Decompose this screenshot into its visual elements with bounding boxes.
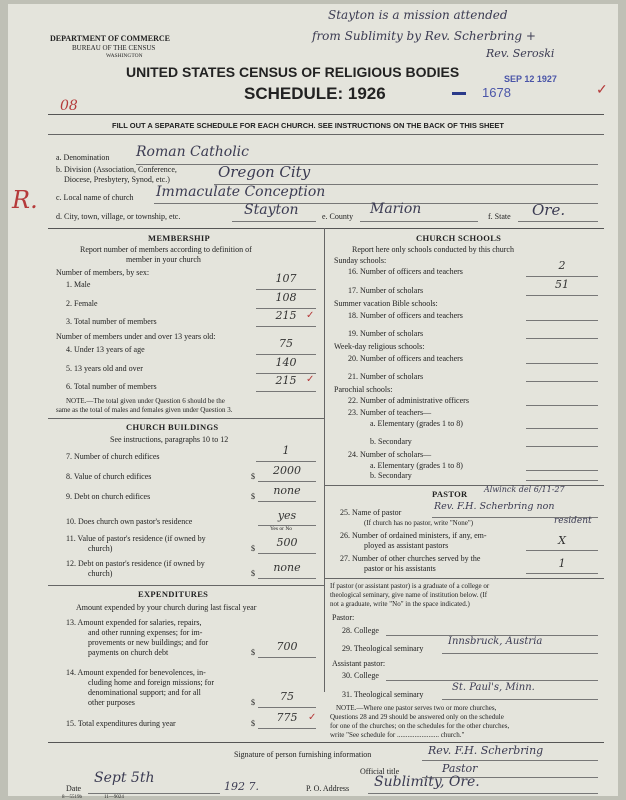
q14-value: 75 xyxy=(280,690,294,703)
rule-main-top xyxy=(48,228,604,229)
membership-intro-1: Report number of members according to definition of xyxy=(80,245,252,254)
summer-label: Summer vacation Bible schools: xyxy=(334,299,438,308)
city-line xyxy=(232,221,316,222)
q10-value: yes xyxy=(277,509,297,522)
q8-label: 8. Value of church edifices xyxy=(66,472,152,481)
q27-value: 1 xyxy=(558,557,566,570)
yes-no-hint: Yes or No xyxy=(270,526,293,532)
q24b-line xyxy=(526,480,598,481)
q9-line xyxy=(258,501,316,502)
buildings-title: CHURCH BUILDINGS xyxy=(126,422,219,432)
q13-value: 700 xyxy=(276,640,298,653)
city-value: Stayton xyxy=(244,202,299,218)
q4-line xyxy=(256,354,316,355)
q26-line xyxy=(526,550,598,551)
q14-label-4: other purposes xyxy=(88,698,135,707)
q22-line xyxy=(526,405,598,406)
q13-label-3: provements or new buildings; and for xyxy=(88,638,209,647)
note-line-3: Rev. Seroski xyxy=(486,47,555,60)
pastor-annotation: Alwinck del 6/11-27 xyxy=(484,485,565,494)
q14-label-1: 14. Amount expended for benevolences, in- xyxy=(66,668,206,677)
q3-line xyxy=(256,326,316,327)
buildings-sub: See instructions, paragraphs 10 to 12 xyxy=(110,435,229,444)
q2-label: 2. Female xyxy=(66,299,98,308)
parochial-label: Parochial schools: xyxy=(334,385,393,394)
q29-line xyxy=(442,653,598,654)
county-label: e. County xyxy=(322,212,354,221)
by-sex-label: Number of members, by sex: xyxy=(56,268,150,277)
q29-value: Innsbruck, Austria xyxy=(448,636,543,647)
graduate-note-1: If pastor (or assistant pastor) is a graduate of a college or xyxy=(330,582,490,590)
division-value: Oregon City xyxy=(218,163,311,181)
q5-value: 140 xyxy=(275,356,297,369)
local-name-label: c. Local name of church xyxy=(56,193,134,202)
age-intro-label: Number of members under and over 13 years old: xyxy=(56,332,216,341)
q6-value: 215 xyxy=(275,374,297,387)
denomination-label: a. Denomination xyxy=(56,153,110,162)
pastor-note-3: for one of the churches; on the schedules for the other churches, xyxy=(330,722,510,730)
q30-label: 30. College xyxy=(342,671,379,680)
q15-dollar: $ xyxy=(251,719,255,728)
denomination-value: Roman Catholic xyxy=(136,144,249,160)
membership-intro-2: member in your church xyxy=(126,255,201,264)
form-number: 8—5519b xyxy=(62,795,82,800)
q26-label-2: ployed as assistant pastors xyxy=(364,541,449,550)
q14-label-2: cluding home and foreign missions; for xyxy=(88,678,214,687)
official-title-value: Pastor xyxy=(442,762,478,775)
q11-value: 500 xyxy=(276,536,298,549)
rule-buildings xyxy=(48,418,324,419)
date-year: 192 7. xyxy=(224,780,259,793)
expenditures-title: EXPENDITURES xyxy=(138,589,209,599)
q31-label: 31. Theological seminary xyxy=(342,690,424,699)
q14-label-3: denominational support; and for all xyxy=(88,688,201,697)
q18-line xyxy=(526,320,598,321)
form-title: UNITED STATES CENSUS OF RELIGIOUS BODIES xyxy=(126,64,460,80)
q23b-line xyxy=(526,446,598,447)
po-address-label: P. O. Address xyxy=(306,784,350,793)
q20-line xyxy=(526,363,598,364)
column-divider xyxy=(324,228,325,692)
q31-line xyxy=(442,699,598,700)
q8-dollar: $ xyxy=(251,472,255,481)
q10-label: 10. Does church own pastor's residence xyxy=(66,517,193,526)
q26-label-1: 26. Number of ordained ministers, if any, em- xyxy=(340,531,487,540)
membership-note-2: same as the total of males and females given under Question 3. xyxy=(56,406,233,414)
q3-check: ✓ xyxy=(306,310,315,321)
po-address-value: Sublimity, Ore. xyxy=(374,774,480,790)
q31-value: St. Paul's, Minn. xyxy=(452,682,535,693)
q17-value: 51 xyxy=(555,278,569,291)
weekday-label: Week-day religious schools: xyxy=(334,342,425,351)
q12-dollar: $ xyxy=(251,569,255,578)
note-line-2: from Sublimity by Rev. Scherbring + xyxy=(312,29,536,43)
received-stamp: SEP 12 1927 xyxy=(504,74,557,84)
q24a-line xyxy=(526,470,598,471)
official-title-label: Official title xyxy=(360,767,400,776)
left-mark: 08 xyxy=(60,98,78,114)
red-check-top: ✓ xyxy=(596,83,608,98)
signature-label: Signature of person furnishing information xyxy=(234,750,372,759)
q21-line xyxy=(526,381,598,382)
q9-dollar: $ xyxy=(251,492,255,501)
q12-label-2: church) xyxy=(88,569,113,578)
dept-label: DEPARTMENT OF COMMERCE xyxy=(50,34,171,43)
q23a-label: a. Elementary (grades 1 to 8) xyxy=(370,419,463,428)
county-line xyxy=(360,221,478,222)
q22-label: 22. Number of administrative officers xyxy=(348,396,469,405)
q25-hint: (If church has no pastor, write "None") xyxy=(364,519,474,527)
pastor-note-2: Questions 28 and 29 should be answered only on the schedule xyxy=(330,713,504,721)
q4-value: 75 xyxy=(279,337,293,350)
bureau-label: BUREAU OF THE CENSUS xyxy=(72,44,156,52)
q19-line xyxy=(526,338,598,339)
date-value: Sept 5th xyxy=(94,770,155,786)
q23b-label: b. Secondary xyxy=(370,437,412,446)
q25-label: 25. Name of pastor xyxy=(340,508,402,517)
q7-label: 7. Number of church edifices xyxy=(66,452,160,461)
assistant-subhead: Assistant pastor: xyxy=(332,659,386,668)
q7-value: 1 xyxy=(282,444,290,457)
q1-label: 1. Male xyxy=(66,280,91,289)
q17-label: 17. Number of scholars xyxy=(348,286,424,295)
signature-line xyxy=(422,760,598,761)
q23a-line xyxy=(526,428,598,429)
division-label-2: Diocese, Presbytery, Synod, etc.) xyxy=(64,175,170,184)
q12-line xyxy=(258,578,316,579)
margin-mark: R. xyxy=(12,186,38,214)
q14-line xyxy=(258,707,316,708)
q27-label-2: pastor or his assistants xyxy=(364,564,436,573)
q13-label-4: payments on church debt xyxy=(88,648,169,657)
county-value: Marion xyxy=(370,201,422,217)
q27-line xyxy=(526,573,598,574)
q24a-label: a. Elementary (grades 1 to 8) xyxy=(370,461,463,470)
schools-title: CHURCH SCHOOLS xyxy=(416,233,502,243)
q2-value: 108 xyxy=(275,291,297,304)
q5-label: 5. 13 years old and over xyxy=(66,364,143,373)
local-name-value: Immaculate Conception xyxy=(156,184,326,200)
q13-line xyxy=(258,657,316,658)
date-label: Date xyxy=(66,784,82,793)
q13-label-2: and other running expenses; for im- xyxy=(88,628,203,637)
q9-label: 9. Debt on church edifices xyxy=(66,492,151,501)
q3-value: 215 xyxy=(275,309,297,322)
q12-value: none xyxy=(273,561,301,574)
q8-value: 2000 xyxy=(273,464,301,477)
q24-label: 24. Number of scholars— xyxy=(348,450,432,459)
q11-line xyxy=(258,553,316,554)
po-address-line xyxy=(368,793,598,794)
serial-dash xyxy=(452,92,466,95)
sunday-label: Sunday schools: xyxy=(334,256,387,265)
q16-line xyxy=(526,276,598,277)
q12-label-1: 12. Debt on pastor's residence (if owned by xyxy=(66,559,205,568)
date-line xyxy=(88,793,220,794)
q15-value: 775 xyxy=(276,711,298,724)
q13-label-1: 13. Amount expended for salaries, repairs, xyxy=(66,618,202,627)
membership-title: MEMBERSHIP xyxy=(148,233,211,243)
q27-label-1: 27. Number of other churches served by the xyxy=(340,554,481,563)
state-label: f. State xyxy=(488,212,511,221)
q11-dollar: $ xyxy=(251,544,255,553)
pastor-note-1: NOTE.—Where one pastor serves two or more churches, xyxy=(336,704,497,712)
q17-line xyxy=(526,295,598,296)
q8-line xyxy=(258,481,316,482)
serial-number: 1678 xyxy=(482,85,511,100)
rule-footer xyxy=(48,742,604,743)
q21-label: 21. Number of scholars xyxy=(348,372,424,381)
q11-label-2: church) xyxy=(88,544,113,553)
q26-value: X xyxy=(558,534,566,547)
q3-label: 3. Total number of members xyxy=(66,317,157,326)
graduate-note-3: not a graduate, write "No" in the space indicated.) xyxy=(330,600,470,608)
q6-check: ✓ xyxy=(306,374,315,385)
q4-label: 4. Under 13 years of age xyxy=(66,345,145,354)
q16-label: 16. Number of officers and teachers xyxy=(348,267,463,276)
note-line-1: Stayton is a mission attended xyxy=(328,8,508,22)
rule-top xyxy=(48,114,604,115)
q28-label: 28. College xyxy=(342,626,379,635)
city-label: WASHINGTON xyxy=(106,53,143,59)
pastor-subhead: Pastor: xyxy=(332,613,355,622)
q25-value: Rev. F.H. Scherbring non xyxy=(434,501,555,512)
pastor-title: PASTOR xyxy=(432,489,468,499)
q1-value: 107 xyxy=(275,272,297,285)
membership-note-1: NOTE.—The total given under Question 6 should be the xyxy=(66,397,225,405)
division-label-1: b. Division (Association, Conference, xyxy=(56,165,177,174)
q15-line xyxy=(258,728,316,729)
q15-check: ✓ xyxy=(308,712,317,723)
q13-dollar: $ xyxy=(251,648,255,657)
q16-value: 2 xyxy=(558,259,566,272)
q24b-label: b. Secondary xyxy=(370,471,412,480)
q14-dollar: $ xyxy=(251,698,255,707)
state-line xyxy=(518,221,598,222)
q25-resident: resident xyxy=(554,516,592,526)
rule-graduate xyxy=(324,578,604,579)
schools-sub: Report here only schools conducted by this church xyxy=(352,245,514,254)
expenditures-sub: Amount expended by your church during last fiscal year xyxy=(76,603,257,612)
q23-label: 23. Number of teachers— xyxy=(348,408,432,417)
state-value: Ore. xyxy=(532,201,566,219)
signature-value: Rev. F.H. Scherbring xyxy=(428,744,544,757)
instruction-line: FILL OUT A SEPARATE SCHEDULE FOR EACH CHURCH. SEE INSTRUCTIONS ON THE BACK OF THIS SHEET xyxy=(112,121,504,130)
denomination-line xyxy=(136,164,598,165)
q29-label: 29. Theological seminary xyxy=(342,644,424,653)
q30-line xyxy=(386,680,598,681)
q15-label: 15. Total expenditures during year xyxy=(66,719,176,728)
rule-expenditures xyxy=(48,585,324,586)
schedule-title: SCHEDULE: 1926 xyxy=(244,84,386,103)
q6-label: 6. Total number of members xyxy=(66,382,157,391)
rule-instruction xyxy=(48,134,604,135)
q1-line xyxy=(256,289,316,290)
pastor-note-4: write "See schedule for ........................ church." xyxy=(330,731,465,739)
form-number-2: 11—9024 xyxy=(104,795,124,800)
q20-label: 20. Number of officers and teachers xyxy=(348,354,463,363)
q6-line xyxy=(256,391,316,392)
q11-label-1: 11. Value of pastor's residence (if owned by xyxy=(66,534,206,543)
city-label: d. City, town, village, or township, etc. xyxy=(56,212,181,221)
q18-label: 18. Number of officers and teachers xyxy=(348,311,463,320)
q9-value: none xyxy=(273,484,301,497)
q7-line xyxy=(256,461,316,462)
graduate-note-2: theological seminary, give name of institution below. (If xyxy=(330,591,488,599)
census-form-page xyxy=(8,4,618,800)
q19-label: 19. Number of scholars xyxy=(348,329,424,338)
